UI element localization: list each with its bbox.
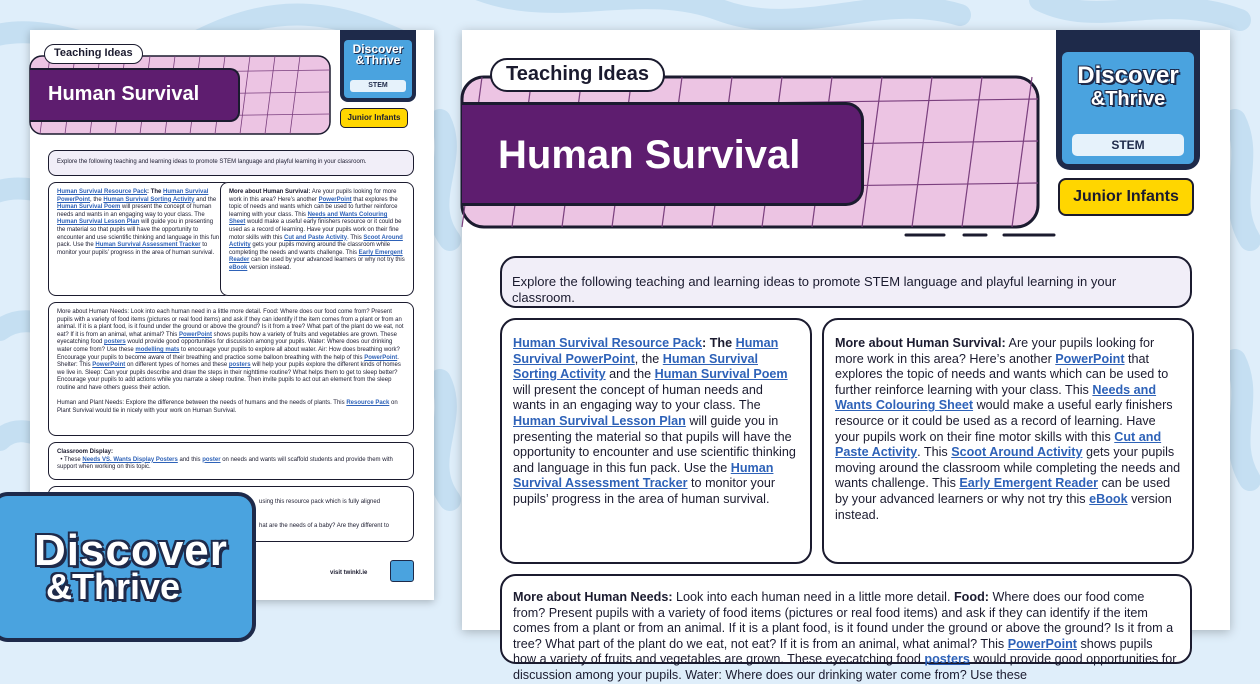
link-sorting-activity[interactable]: Human Survival Sorting Activity: [513, 351, 758, 382]
page-title: Human Survival: [48, 83, 200, 105]
title-banner: [30, 68, 240, 122]
link-scoot-around[interactable]: Scoot Around Activity: [951, 445, 1083, 460]
link-resource-pack[interactable]: Human Survival Resource Pack: [513, 336, 702, 350]
partial-box: using this resource pack which is fully aligned hat are the needs of a baby? Are they different to: [48, 486, 414, 542]
link-lesson-plan[interactable]: Human Survival Lesson Plan: [57, 219, 140, 226]
link-ebook[interactable]: eBook: [229, 264, 248, 271]
link-cut-paste[interactable]: Cut and Paste Activity: [835, 429, 1162, 460]
subject-label: STEM: [350, 80, 406, 92]
badge-logo-text: Discover &Thrive: [352, 42, 404, 67]
link-colouring-sheet[interactable]: Needs and Wants Colouring Sheet: [229, 211, 388, 226]
resource-pack-box: Human Survival Resource Pack: The Human Survival PowerPoint, the Human Survival Sorting Activity and the Human Survival Poem will present the concept of human needs and wants in an engaging way to your class. The Human Survival Lesson Plan will guide you in presenting the material so that pupils will have the opportunity to encounter and use scientific thinking and language in this fun pack. Use the Human Survival Assessment Tracker to monitor your pupils’ progress in the area of human survival.: [500, 318, 812, 564]
resource-pack-box: Human Survival Resource Pack: The Human Survival PowerPoint, the Human Survival Sorting Activity and the Human Survival Poem will present the concept of human needs and wants in an engaging way to your class. The Human Survival Lesson Plan will guide you in presenting the material so that pupils will have the opportunity to encounter and use scientific thinking and language in this fun pack. Use the Human Survival Assessment Tracker to monitor your pupils’ progress in the area of human survival.: [48, 182, 232, 296]
link-ebook[interactable]: eBook: [1089, 491, 1128, 506]
intro-box: [500, 256, 1192, 308]
link-homes-powerpoint[interactable]: PowerPoint: [92, 362, 126, 369]
link-more-powerpoint[interactable]: PowerPoint: [1055, 351, 1125, 366]
footer-url: visit twinkl.ie: [330, 570, 368, 576]
decorative-dashes: [904, 228, 1064, 242]
link-assessment-tracker[interactable]: Human Survival Assessment Tracker: [95, 242, 201, 249]
link-powerpoint[interactable]: Human Survival PowerPoint: [513, 336, 779, 366]
link-display-posters[interactable]: Needs VS. Wants Display Posters: [82, 456, 178, 463]
link-needs-powerpoint[interactable]: PowerPoint: [178, 331, 212, 338]
link-assessment-tracker[interactable]: Human Survival Assessment Tracker: [513, 460, 774, 491]
more-about-box: More about Human Survival: Are your pupils looking for more work in this area? Here’s another PowerPoint that explores the topic of needs and wants which can be used to further reinforce learning with your class. This Needs and Wants Colouring Sheet would make a useful early finishers resource or it could be used as a record of learning. Have your pupils work on their fine motor skills with this Cut and Paste Activity. This Scoot Around Activity gets your pupils moving around the classroom while completing the needs and wants challenge. This Early Emergent Reader can be used by your advanced learners or why not try this eBook version instead.: [822, 318, 1194, 564]
human-needs-box: More about Human Needs: Look into each human need in a little more detail. Food: Where does our food come from? Present pupils with a variety of food items (pictures or real food items) and ask if they can identify if the item comes from a plant or from an animal. If it is a plant food, is it found under the ground or above the ground? Is it from a tree? What part of the plant do we eat, not eat? If it is from an animal, what animal? This PowerPoint shows pupils how a variety of fruits and vegetables are grown. These eyecatching food posters would provide good opportunities for discussion among your pupils. Water: Where does our drinking water come from? Use these modelling mats to encourage your pupils to explore all about water. Air: How does breathing work? Encourage your pupils to become aware of their breathing and practice some balloon breathing with the help of this PowerPoint. Shelter: This PowerPoint on different types of homes and these posters will help your pupils explore the different kinds of homes we live in. Sleep: Can your pupils describe and draw the steps in their nighttime routine? What helps them to get to sleep better? Encourage your pupils to add actions while you narrate a sleep routine. Then invite pupils to act out an element from the sleep routine and have others guess their action. Human and Plant Needs: Explore the difference between the needs of humans and the needs of plants. This Resource Pack on Plant Survival would tie in nicely with your work on Human Survival.: [48, 302, 414, 436]
link-cut-paste[interactable]: Cut and Paste Activity: [284, 234, 348, 241]
badge-logo-line2: &Thrive: [1090, 88, 1166, 110]
link-needs-powerpoint[interactable]: PowerPoint: [1007, 636, 1077, 651]
link-emergent-reader[interactable]: Early Emergent Reader: [959, 476, 1098, 491]
teaching-ideas-tag: Teaching Ideas: [44, 44, 143, 64]
link-poem[interactable]: Human Survival Poem: [654, 367, 788, 382]
link-resource-pack[interactable]: Human Survival Resource Pack: [57, 189, 148, 195]
link-more-powerpoint[interactable]: PowerPoint: [318, 196, 352, 203]
link-needs-wants-poster[interactable]: poster: [202, 456, 221, 463]
document-preview-large: [462, 30, 1230, 682]
page-title: Human Survival: [498, 133, 801, 177]
link-lesson-plan[interactable]: Human Survival Lesson Plan: [513, 413, 686, 428]
intro-box: Explore the following teaching and learning ideas to promote STEM language and playful learning in your classroom.: [48, 150, 414, 176]
link-modelling-mats[interactable]: modelling mats: [135, 346, 180, 353]
link-sorting-activity[interactable]: Human Survival Sorting Activity: [103, 196, 195, 203]
more-about-box: More about Human Survival: Are your pupils looking for more work in this area? Here’s another PowerPoint that explores the topic of needs and wants which can be used to further reinforce learning with your class. This Needs and Wants Colouring Sheet would make a useful early finishers resource or it could be used as a record of learning. Have your pupils work on their fine motor skills with this Cut and Paste Activity. This Scoot Around Activity gets your pupils moving around the classroom while completing the needs and wants challenge. This Early Emergent Reader can be used by your advanced learners or why not try this eBook version instead.: [220, 182, 414, 296]
human-needs-box: More about Human Needs: Look into each human need in a little more detail. Food: Where does our food come from? Present pupils with a variety of food items (pictures or real food items) and ask if they can identify if the item comes from a plant or from an animal. If it is a plant food, is it found under the ground or above the ground? Is it from a tree? What part of the plant do we eat, not eat? If it is from an animal, what animal? This PowerPoint shows pupils how a variety of fruits and vegetables are grown. These eyecatching food posters would provide good opportunities for discussion among your pupils. Water: Where does our drinking water come from? Use these: [500, 574, 1192, 664]
discover-thrive-badge: [1056, 30, 1200, 170]
level-badge: Junior Infants: [340, 108, 408, 128]
link-colouring-sheet[interactable]: Needs and Wants Colouring Sheet: [835, 382, 1157, 413]
link-scoot-around[interactable]: Scoot Around Activity: [229, 234, 403, 249]
intro-text: Explore the following teaching and learning ideas to promote STEM language and playful learning in your classroom.: [512, 274, 1117, 305]
classroom-display-box: Classroom Display: • These Needs VS. Wants Display Posters and this poster on needs and wants will scaffold students and provide them with support when working on this topic.: [48, 442, 414, 480]
link-poem[interactable]: Human Survival Poem: [57, 204, 121, 211]
link-food-posters[interactable]: posters: [924, 652, 970, 667]
level-badge: Junior Infants: [1058, 178, 1194, 216]
link-homes-posters[interactable]: posters: [228, 362, 251, 369]
link-food-posters[interactable]: posters: [104, 339, 126, 346]
discover-thrive-badge: [340, 30, 416, 102]
twinkl-logo-icon: [390, 560, 414, 582]
link-emergent-reader[interactable]: Early Emergent Reader: [229, 249, 403, 264]
subject-label: STEM: [1072, 134, 1184, 156]
link-plant-resource-pack[interactable]: Resource Pack: [346, 400, 390, 407]
link-breathing-powerpoint[interactable]: PowerPoint: [364, 354, 398, 361]
discover-thrive-logo: Discover &Thrive: [0, 492, 256, 642]
teaching-ideas-tag: Teaching Ideas: [490, 58, 665, 92]
title-banner: [462, 102, 864, 206]
link-powerpoint[interactable]: Human Survival PowerPoint: [57, 189, 209, 203]
badge-logo-line1: Discover: [1077, 62, 1179, 89]
